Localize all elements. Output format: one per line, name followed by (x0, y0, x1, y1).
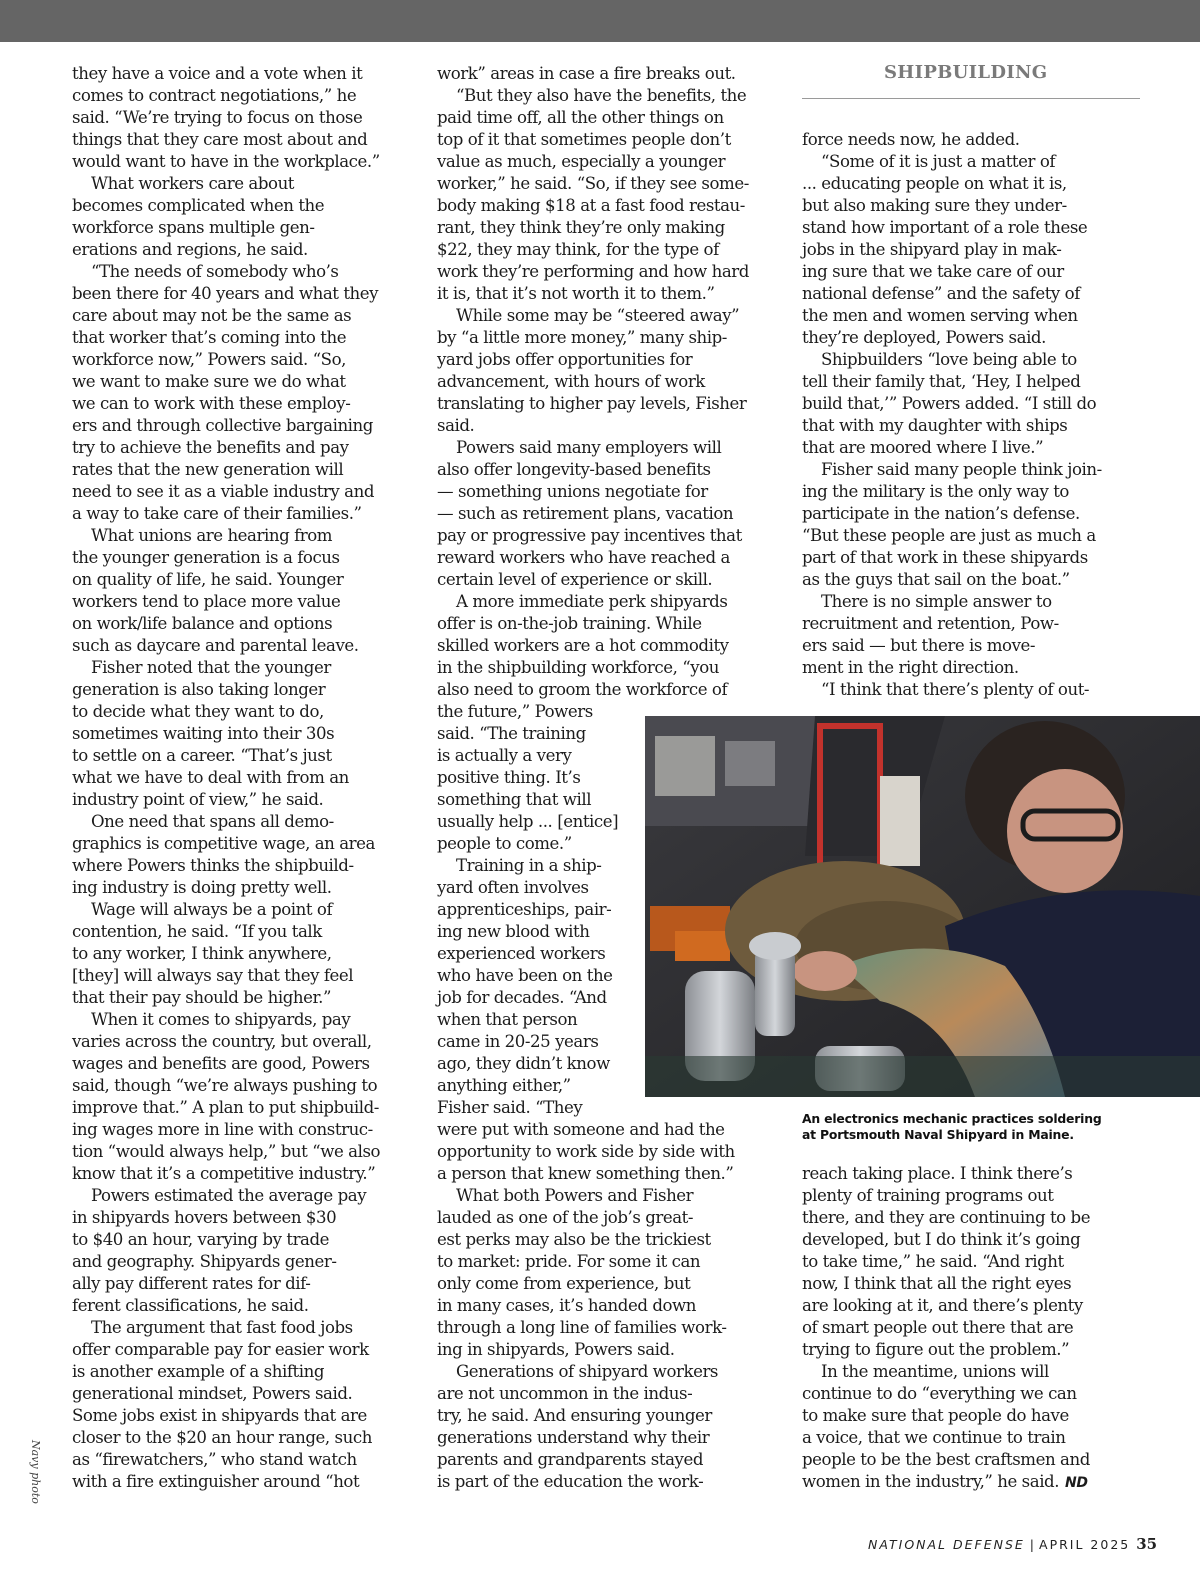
text-line: participate in the nation’s defense. (802, 504, 1080, 523)
text-line: industry point of view,” he said. (72, 790, 324, 809)
text-line: top of it that sometimes people don’t (437, 130, 731, 149)
end-mark: ND (1065, 1475, 1088, 1491)
text-line: people to be the best craftsmen and (802, 1450, 1090, 1469)
article-column-3-top (802, 129, 1147, 701)
text-line: “The needs of somebody who’s (91, 262, 339, 281)
text-line: said. “The training (437, 724, 586, 743)
text-line: in the shipbuilding workforce, “you (437, 658, 719, 677)
text-line: While some may be “steered away” (456, 306, 740, 325)
text-line: ing in shipyards, Powers said. (437, 1340, 675, 1359)
text-line: ing wages more in line with construc- (72, 1120, 373, 1139)
text-line: said. “We’re trying to focus on those (72, 108, 363, 127)
text-line: only come from experience, but (437, 1274, 691, 1293)
text-line: positive thing. It’s (437, 768, 581, 787)
text-line: need to see it as a viable industry and (72, 482, 375, 501)
text-line: with a fire extinguisher around “hot (72, 1472, 360, 1491)
text-line: sometimes waiting into their 30s (72, 724, 335, 743)
text-line: came in 20-25 years (437, 1032, 599, 1051)
text-line: paid time off, all the other things on (437, 108, 724, 127)
text-line: There is no simple answer to (821, 592, 1052, 611)
text-line: workers tend to place more value (72, 592, 341, 611)
text-line: becomes complicated when the (72, 196, 325, 215)
text-line: yard jobs offer opportunities for (437, 350, 693, 369)
text-line: offer is on-the-job training. While (437, 614, 702, 633)
text-line: been there for 40 years and what they (72, 284, 379, 303)
text-line: try, he said. And ensuring younger (437, 1406, 712, 1425)
text-line: what we have to deal with from an (72, 768, 349, 787)
text-line: ago, they didn’t know (437, 1054, 610, 1073)
text-line: there, and they are continuing to be (802, 1208, 1091, 1227)
text-line: tell their family that, ‘Hey, I helped (802, 372, 1081, 391)
text-line: also need to groom the workforce of (437, 680, 728, 699)
text-line: we want to make sure we do what (72, 372, 346, 391)
text-line: a person that knew something then.” (437, 1164, 734, 1183)
text-line: stand how important of a role these (802, 218, 1088, 237)
text-line: said, though “we’re always pushing to (72, 1076, 378, 1095)
text-line: care about may not be the same as (72, 306, 352, 325)
text-line: yard often involves (437, 878, 589, 897)
text-line: rant, they think they’re only making (437, 218, 725, 237)
text-line: Fisher noted that the younger (91, 658, 331, 677)
section-label: SHIPBUILDING (884, 62, 1048, 83)
text-line: also offer longevity-based benefits (437, 460, 711, 479)
text-line: to any worker, I think anywhere, (72, 944, 332, 963)
issue-date: APRIL 2025 (1039, 1537, 1131, 1552)
text-line: value as much, especially a younger (437, 152, 726, 171)
text-line: The argument that fast food jobs (91, 1318, 353, 1337)
text-line: we can to work with these employ- (72, 394, 351, 413)
text-line: Generations of shipyard workers (456, 1362, 718, 1381)
text-line: In the meantime, unions will (821, 1362, 1049, 1381)
text-line: plenty of training programs out (802, 1186, 1054, 1205)
text-line: women in the industry,” he said. (802, 1472, 1060, 1491)
text-line: parents and grandparents stayed (437, 1450, 704, 1469)
photo-credit: Navy photo (29, 1440, 42, 1504)
text-line: part of that work in these shipyards (802, 548, 1088, 567)
caption-line: at Portsmouth Naval Shipyard in Maine. (802, 1127, 1074, 1142)
text-line: is actually a very (437, 746, 572, 765)
text-line: who have been on the (437, 966, 613, 985)
text-line: workforce spans multiple gen- (72, 218, 315, 237)
text-line: certain level of experience or skill. (437, 570, 713, 589)
text-line: advancement, with hours of work (437, 372, 705, 391)
article-photo (645, 716, 1200, 1097)
text-line: body making $18 at a fast food restau- (437, 196, 745, 215)
text-line: ferent classifications, he said. (72, 1296, 309, 1315)
text-line: in shipyards hovers between $30 (72, 1208, 337, 1227)
text-line: things that they care most about and (72, 130, 368, 149)
text-line: people to come.” (437, 834, 572, 853)
text-line: in many cases, it’s handed down (437, 1296, 697, 1315)
text-line: as the guys that sail on the boat.” (802, 570, 1070, 589)
page-footer (868, 1535, 1157, 1553)
text-line: and geography. Shipyards gener- (72, 1252, 337, 1271)
text-line: that with my daughter with ships (802, 416, 1068, 435)
text-line: the younger generation is a focus (72, 548, 340, 567)
text-line: to $40 an hour, varying by trade (72, 1230, 330, 1249)
text-line: — something unions negotiate for (437, 482, 708, 501)
text-line: through a long line of families work- (437, 1318, 727, 1337)
text-line: ing new blood with (437, 922, 590, 941)
text-line: workforce now,” Powers said. “So, (72, 350, 346, 369)
text-line: pay or progressive pay incentives that (437, 526, 742, 545)
text-line: jobs in the shipyard play in mak- (802, 240, 1062, 259)
text-line: What workers care about (91, 174, 295, 193)
text-line: reach taking place. I think there’s (802, 1164, 1073, 1183)
footer-separator: | (1029, 1537, 1035, 1552)
text-line: ers and through collective bargaining (72, 416, 373, 435)
text-line: Fisher said. “They (437, 1098, 583, 1117)
text-line: improve that.” A plan to put shipbuild- (72, 1098, 379, 1117)
text-line: recruitment and retention, Pow- (802, 614, 1059, 633)
text-line: is another example of a shifting (72, 1362, 324, 1381)
text-line: were put with someone and had the (437, 1120, 725, 1139)
text-line: now, I think that all the right eyes (802, 1274, 1072, 1293)
text-line: est perks may also be the trickiest (437, 1230, 711, 1249)
text-line: to settle on a career. “That’s just (72, 746, 332, 765)
text-line: Wage will always be a point of (91, 900, 333, 919)
text-line: “Some of it is just a matter of (821, 152, 1056, 171)
text-line: try to achieve the benefits and pay (72, 438, 349, 457)
text-line: ... educating people on what it is, (802, 174, 1067, 193)
text-line: to make sure that people do have (802, 1406, 1069, 1425)
text-line: experienced workers (437, 944, 606, 963)
text-line: apprenticeships, pair- (437, 900, 612, 919)
text-line: erations and regions, he said. (72, 240, 308, 259)
text-line: One need that spans all demo- (91, 812, 334, 831)
text-line: such as daycare and parental leave. (72, 636, 359, 655)
text-line: Some jobs exist in shipyards that are (72, 1406, 367, 1425)
text-line: offer comparable pay for easier work (72, 1340, 369, 1359)
soldering-photo-illustration (645, 716, 1200, 1097)
text-line: to market: pride. For some it can (437, 1252, 701, 1271)
article-column-3-bottom (802, 1163, 1147, 1494)
text-line: skilled workers are a hot commodity (437, 636, 729, 655)
caption-line: An electronics mechanic practices soldering (802, 1111, 1102, 1126)
text-line: opportunity to work side by side with (437, 1142, 735, 1161)
last-line-wrapper (802, 1471, 1147, 1494)
text-line: are not uncommon in the indus- (437, 1384, 693, 1403)
text-line: developed, but I do think it’s going (802, 1230, 1081, 1249)
text-line: to take time,” he said. “And right (802, 1252, 1064, 1271)
text-line: Fisher said many people think join- (821, 460, 1102, 479)
magazine-name: NATIONAL DEFENSE (868, 1537, 1025, 1552)
text-line: generation is also taking longer (72, 680, 326, 699)
text-line: force needs now, he added. (802, 130, 1020, 149)
text-line: ment in the right direction. (802, 658, 1019, 677)
text-line: Shipbuilders “love being able to (821, 350, 1077, 369)
text-line: on work/life balance and options (72, 614, 333, 633)
text-line: national defense” and the safety of (802, 284, 1080, 303)
text-line: that their pay should be higher.” (72, 988, 331, 1007)
text-line: graphics is competitive wage, an area (72, 834, 375, 853)
text-line: translating to higher pay levels, Fisher (437, 394, 747, 413)
text-line: reward workers who have reached a (437, 548, 730, 567)
page-number: 35 (1136, 1535, 1158, 1553)
text-line: of smart people out there that are (802, 1318, 1074, 1337)
text-line: to decide what they want to do, (72, 702, 324, 721)
text-line: a way to take care of their families.” (72, 504, 362, 523)
text-line: generational mindset, Powers said. (72, 1384, 353, 1403)
text-line: varies across the country, but overall, (72, 1032, 372, 1051)
text-line: ing industry is doing pretty well. (72, 878, 332, 897)
text-line: but also making sure they under- (802, 196, 1067, 215)
text-line: said. (437, 416, 475, 435)
text-line: When it comes to shipyards, pay (91, 1010, 351, 1029)
text-line: closer to the $20 an hour range, such (72, 1428, 372, 1447)
text-line: What unions are hearing from (91, 526, 333, 545)
text-line: where Powers thinks the shipbuild- (72, 856, 354, 875)
text-line: as “firewatchers,” who stand watch (72, 1450, 357, 1469)
text-line: the future,” Powers (437, 702, 593, 721)
text-line: job for decades. “And (437, 988, 607, 1007)
text-line: “But these people are just as much a (802, 526, 1096, 545)
text-line: Powers said many employers will (456, 438, 722, 457)
text-line: ally pay different rates for dif- (72, 1274, 311, 1293)
top-color-bar (0, 0, 1200, 42)
text-line: that worker that’s coming into the (72, 328, 347, 347)
text-line: contention, he said. “If you talk (72, 922, 322, 941)
text-line: is part of the education the work- (437, 1472, 704, 1491)
text-line: — such as retirement plans, vacation (437, 504, 734, 523)
text-line: work they’re performing and how hard (437, 262, 749, 281)
text-line: ers said — but there is move- (802, 636, 1036, 655)
text-line: Training in a ship- (456, 856, 602, 875)
text-line: comes to contract negotiations,” he (72, 86, 357, 105)
section-divider (802, 98, 1140, 99)
text-line: are looking at it, and there’s plenty (802, 1296, 1083, 1315)
text-line: lauded as one of the job’s great- (437, 1208, 694, 1227)
text-line: continue to do “everything we can (802, 1384, 1077, 1403)
text-line: [they] will always say that they feel (72, 966, 354, 985)
text-line: that are moored where I live.” (802, 438, 1044, 457)
text-line: ing the military is the only way to (802, 482, 1069, 501)
text-line: wages and benefits are good, Powers (72, 1054, 370, 1073)
text-line: would want to have in the workplace.” (72, 152, 380, 171)
text-line: a voice, that we continue to train (802, 1428, 1066, 1447)
text-line: the men and women serving when (802, 306, 1078, 325)
text-line: A more immediate perk shipyards (456, 592, 728, 611)
text-line: something that will (437, 790, 592, 809)
text-line: they have a voice and a vote when it (72, 64, 363, 83)
text-line: generations understand why their (437, 1428, 710, 1447)
text-line: they’re deployed, Powers said. (802, 328, 1046, 347)
text-line: Powers estimated the average pay (91, 1186, 367, 1205)
article-column-1 (72, 63, 412, 1493)
text-line: rates that the new generation will (72, 460, 344, 479)
text-line: when that person (437, 1010, 578, 1029)
text-line: tion “would always help,” but “we also (72, 1142, 381, 1161)
text-line: it is, that it’s not worth it to them.” (437, 284, 715, 303)
text-line: by “a little more money,” many ship- (437, 328, 727, 347)
text-line: usually help ... [entice] (437, 812, 619, 831)
text-line: “I think that there’s plenty of out- (821, 680, 1090, 699)
text-line: $22, they may think, for the type of (437, 240, 719, 259)
text-line: on quality of life, he said. Younger (72, 570, 344, 589)
text-line: anything either,” (437, 1076, 571, 1095)
text-line: work” areas in case a fire breaks out. (437, 64, 736, 83)
text-line: “But they also have the benefits, the (456, 86, 747, 105)
photo-caption (802, 1111, 1132, 1143)
text-line: trying to figure out the problem.” (802, 1340, 1070, 1359)
text-line: build that,’” Powers added. “I still do (802, 394, 1097, 413)
text-line: What both Powers and Fisher (456, 1186, 694, 1205)
text-line: worker,” he said. “So, if they see some- (437, 174, 749, 193)
text-line: ing sure that we take care of our (802, 262, 1064, 281)
text-line: know that it’s a competitive industry.” (72, 1164, 376, 1183)
